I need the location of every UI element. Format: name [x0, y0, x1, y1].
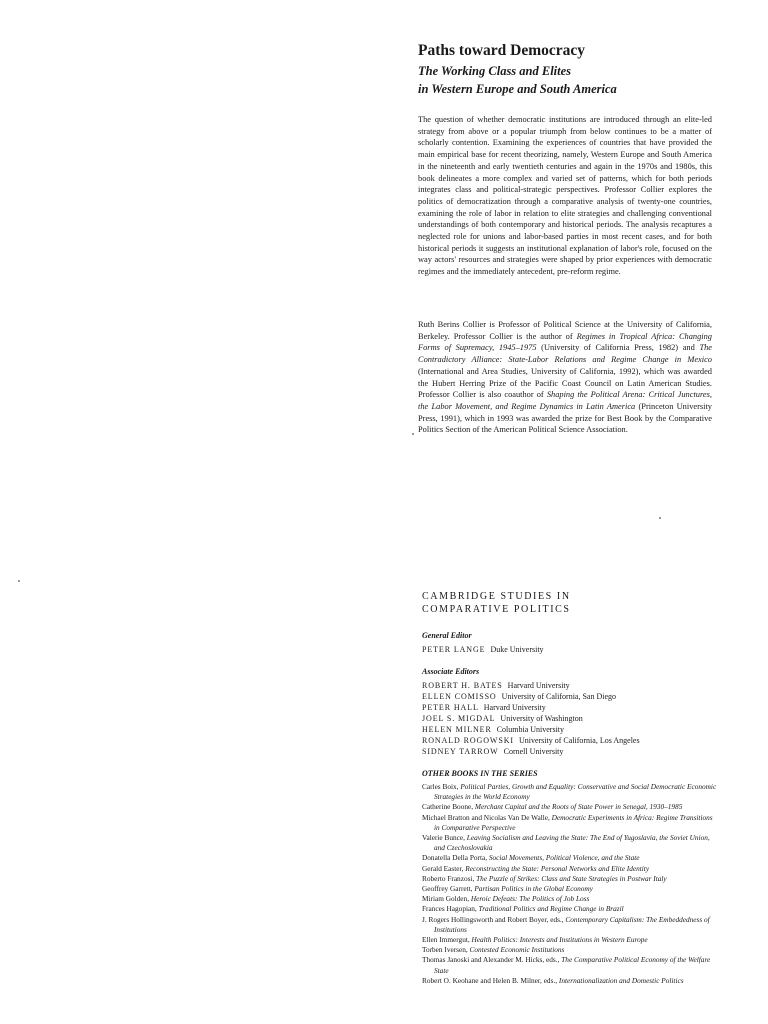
- book-author: Miriam Golden,: [422, 894, 471, 904]
- book-author: Donatella Della Porta,: [422, 853, 489, 863]
- book-title: Democratic Experiments in Africa: Regime Transitions in Comparative Perspective: [434, 812, 713, 832]
- bio-text-1: Ruth Berins Collier is Professor of Political Science at the University of California, Berkeley. Professor Collier is the author of: [418, 320, 712, 341]
- scan-speck: [18, 580, 20, 582]
- editor-entry: [422, 735, 718, 746]
- book-author: Valerie Bunce,: [422, 833, 467, 843]
- book-title: Traditional Politics and Regime Change in Brazil: [478, 904, 624, 914]
- book-title: Reconstructing the State: Personal Networks and Elite Identity: [465, 863, 650, 873]
- bio-text-4: (Princeton University Press, 1991), which in 1993 was awarded the prize for Best Book by the Comparative Politics Section of the American Political Science Association.: [418, 401, 712, 435]
- editor-name: PETER LANGE: [422, 645, 486, 654]
- book-list-item: [422, 955, 718, 975]
- editor-name: RONALD ROGOWSKI: [422, 736, 514, 745]
- book-list-item: [422, 864, 718, 874]
- book-title: The Puzzle of Strikes: Class and State Strategies in Postwar Italy: [476, 873, 667, 883]
- bio-text-3: (International and Area Studies, University of California, 1992), which was awarded the Hubert Herring Prize of the Pacific Coast Council on Latin American Studies. Professor Collier is also coauthor of: [418, 366, 712, 400]
- book-list-item: [422, 782, 718, 802]
- book-title: Health Politics: Interests and Institutions in Western Europe: [471, 935, 648, 945]
- editor-affiliation: Cornell University: [503, 747, 564, 756]
- editor-affiliation: Harvard University: [507, 681, 570, 690]
- editor-affiliation: Duke University: [490, 645, 544, 654]
- book-list-item: [422, 935, 718, 945]
- series-heading-line-1: CAMBRIDGE STUDIES IN: [422, 591, 571, 602]
- other-books-label: OTHER BOOKS IN THE SERIES: [422, 769, 538, 778]
- editor-entry: [422, 713, 718, 724]
- editor-name: ROBERT H. BATES: [422, 681, 503, 690]
- book-list-item: [422, 945, 718, 955]
- book-author: Gerald Easter,: [422, 863, 466, 873]
- book-author: Michael Bratton and Nicolas Van De Walle,: [422, 812, 552, 822]
- book-list-item: [422, 813, 718, 833]
- series-heading: [422, 590, 571, 616]
- book-author: J. Rogers Hollingsworth and Robert Boyer, eds.,: [422, 914, 566, 924]
- bio-book-title-2: The Contradictory Alliance: State-Labor Relations and Regime Change in Mexico: [418, 343, 713, 365]
- book-author: Ellen Immergut,: [422, 935, 472, 945]
- bio-book-title-1: Regimes in Tropical Africa: Changing Forms of Supremacy, 1945–1975: [418, 331, 712, 353]
- editor-name: HELEN MILNER: [422, 725, 492, 734]
- book-author: Torben Iversen,: [422, 945, 470, 955]
- associate-editors-section: [422, 666, 718, 757]
- book-title: Merchant Capital and the Roots of State Power in Senegal, 1930–1985: [474, 802, 683, 812]
- book-title: Contested Economic Institutions: [469, 945, 565, 955]
- book-list-item: [422, 976, 718, 986]
- editor-name: PETER HALL: [422, 703, 479, 712]
- book-list-item: [422, 915, 718, 935]
- scan-speck: [659, 517, 661, 519]
- book-list-item: [422, 802, 718, 812]
- book-author: Robert O. Keohane and Helen B. Milner, eds.,: [422, 975, 559, 985]
- book-author: Thomas Janoski and Alexander M. Hicks, eds.,: [422, 955, 562, 965]
- editor-affiliation: University of Washington: [500, 714, 583, 723]
- editor-entry: [422, 680, 718, 691]
- book-title: Political Parties, Growth and Equality: Conservative and Social Democratic Economic Strategies in the World Economy: [434, 782, 717, 802]
- book-title: Leaving Socialism and Leaving the State: The End of Yugoslavia, the Soviet Union, and Czechoslovakia: [434, 833, 710, 853]
- editor-entry: [422, 702, 718, 713]
- book-author: Catherine Boone,: [422, 802, 475, 812]
- book-list-item: [422, 833, 718, 853]
- editor-affiliation: Harvard University: [483, 703, 546, 712]
- general-editor-section: [422, 630, 718, 655]
- book-title: Internationalization and Domestic Politics: [558, 975, 684, 985]
- bio-book-title-3: Shaping the Political Arena: Critical Junctures, the Labor Movement, and Regime Dynamics in Latin America: [418, 390, 712, 411]
- book-title: The Comparative Political Economy of the Welfare State: [434, 955, 711, 975]
- book-subtitle: [418, 62, 617, 98]
- editor-entry: [422, 746, 718, 757]
- book-author: Frances Hagopian,: [422, 904, 479, 914]
- editor-entry: [422, 724, 718, 735]
- book-list-item: [422, 894, 718, 904]
- book-author: Geoffrey Garrett,: [422, 884, 475, 894]
- editor-affiliation: University of California, Los Angeles: [518, 736, 640, 745]
- subtitle-line-2: in Western Europe and South America: [418, 82, 617, 96]
- author-bio: [418, 319, 712, 436]
- book-title: Heroic Defeats: The Politics of Job Loss: [470, 894, 590, 904]
- book-list-item: [422, 853, 718, 863]
- book-title: Social Movements, Political Violence, and the State: [488, 853, 640, 863]
- editor-entry: [422, 644, 718, 655]
- book-list-item: [422, 874, 718, 884]
- editor-affiliation: Columbia University: [496, 725, 565, 734]
- subtitle-line-1: The Working Class and Elites: [418, 64, 572, 78]
- book-title: Partisan Politics in the Global Economy: [474, 884, 593, 894]
- editor-affiliation: University of California, San Diego: [501, 692, 617, 701]
- book-list-item: [422, 884, 718, 894]
- book-list-item: [422, 904, 718, 914]
- book-summary: The question of whether democratic institutions are introduced through an elite-led strategy from above or a popular triumph from below continues to be a matter of scholarly contention. Examining the experiences of countries that have provided the main empirical base for recent theorizing, namely, Western Europe and South America in the nineteenth and early twentieth centuries and again in the 1970s and 1980s, this book delineates a more complex and varied set of patterns, which for both periods integrates class and political-strategic perspectives. Professor Collier explores the politics of democratization through a comparative analysis of twenty-one countries, examining the role of labor in relation to elite strategies and challenging conventional understandings of both contemporary and historical periods. The analysis recaptures a neglected role for unions and labor-based parties in most recent cases, and for both historical periods it suggests an institutional explanation of labor's role, focused on the way actors' resources and strategies were shaped by prior experiences with democratic regimes and the immediately antecedent, pre-reform regime.: [418, 115, 712, 277]
- book-title: Contemporary Capitalism: The Embeddedness of Institutions: [434, 914, 710, 934]
- general-editor-label: General Editor: [422, 631, 472, 640]
- editor-name: JOEL S. MIGDAL: [422, 714, 496, 723]
- other-books-list: [422, 782, 718, 986]
- other-books-section: [422, 768, 718, 986]
- associate-editors-list: [422, 680, 718, 757]
- editor-entry: [422, 691, 718, 702]
- associate-editors-label: Associate Editors: [422, 667, 480, 676]
- scan-speck: [412, 433, 414, 435]
- editor-name: ELLEN COMISSO: [422, 692, 497, 701]
- series-heading-line-2: COMPARATIVE POLITICS: [422, 604, 571, 615]
- book-author: Carles Boix,: [422, 782, 461, 791]
- editor-name: SIDNEY TARROW: [422, 747, 499, 756]
- book-author: Roberto Franzosi,: [422, 873, 477, 883]
- book-title: Paths toward Democracy: [418, 42, 586, 59]
- bio-text-2: (University of California Press, 1982) and: [536, 343, 700, 353]
